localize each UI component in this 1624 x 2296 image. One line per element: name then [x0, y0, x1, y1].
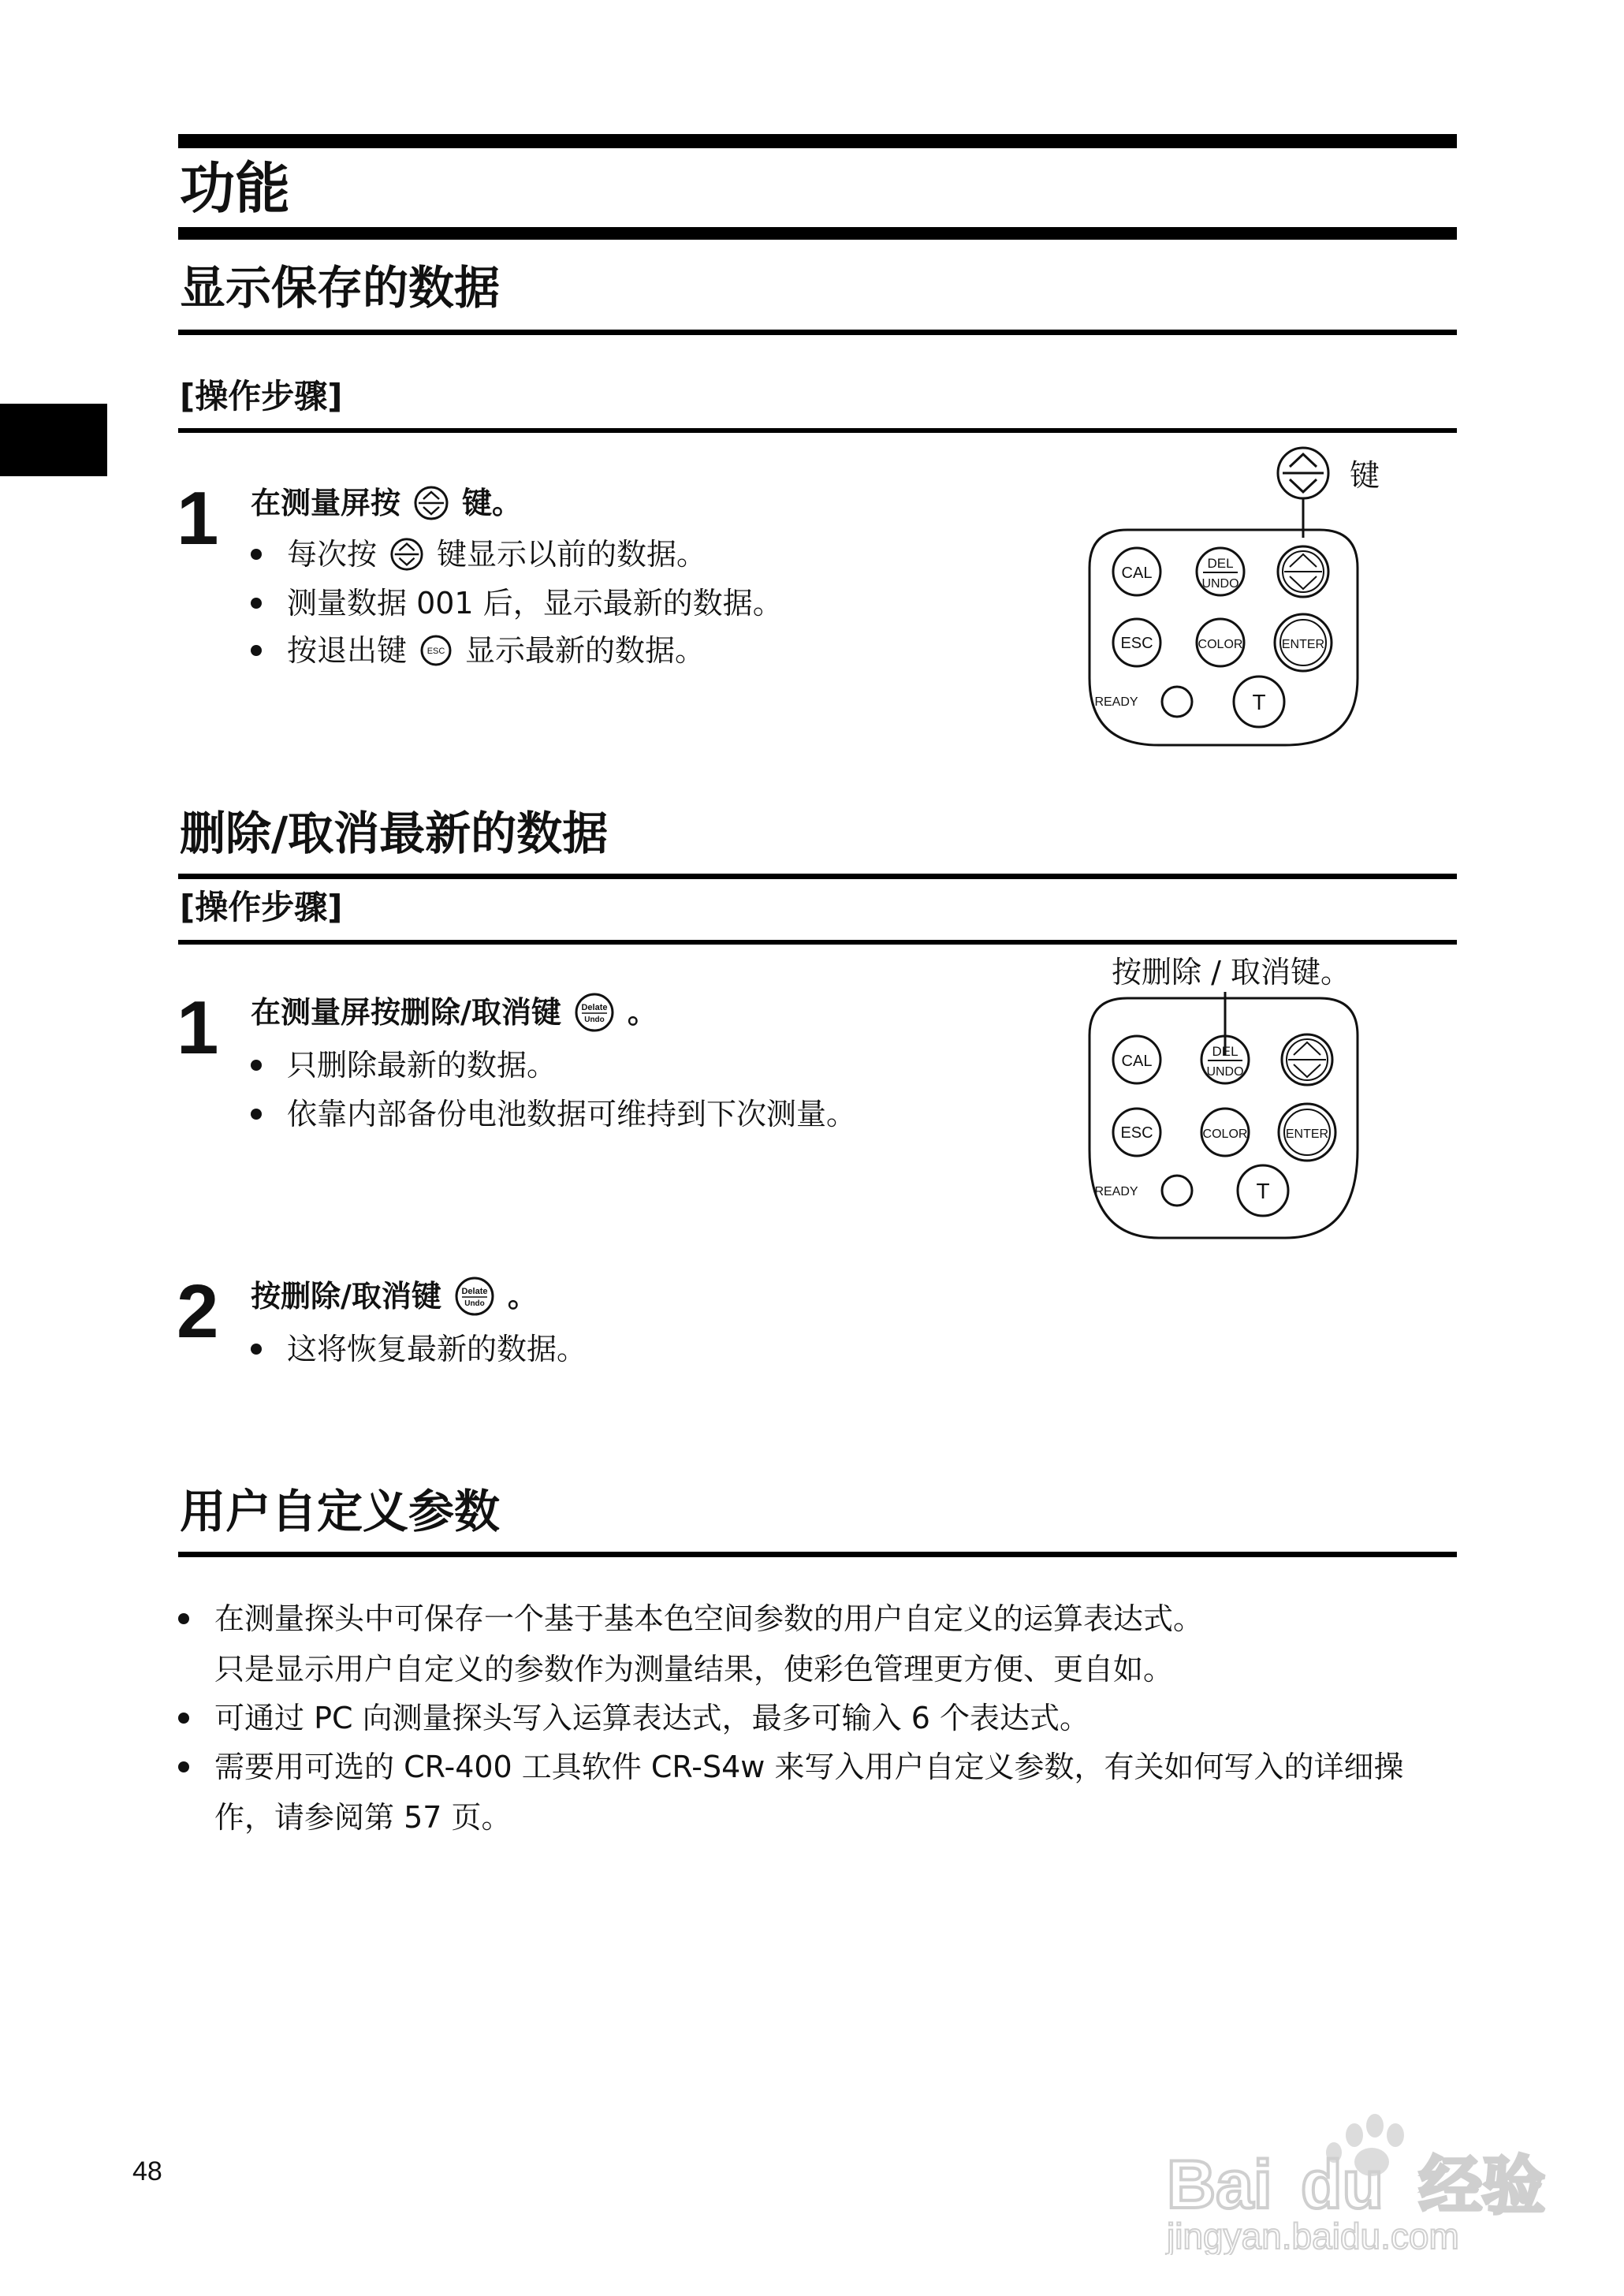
svg-text:Bai: Bai	[1167, 2147, 1272, 2223]
section2-step2-bullet-1	[251, 1331, 587, 1367]
ready-indicator	[1162, 1176, 1192, 1206]
section3-bullet-3	[178, 1749, 1403, 1785]
ready-label: READY	[1094, 1185, 1138, 1198]
del-key-label-bottom: UNDO	[1206, 1065, 1244, 1079]
esc-key-label: ESC	[1120, 635, 1153, 652]
del-key-label-top: DEL	[1212, 1044, 1238, 1059]
step-title-text: 在测量屏按删除/取消键	[251, 995, 561, 1030]
step-title-text: 在测量屏按	[251, 486, 401, 520]
section3-bullet-1-line2: 只是显示用户自定义的参数作为测量结果，使彩色管理更方便、更自如。	[214, 1652, 1174, 1687]
section2-subhead-rule	[178, 940, 1457, 945]
bullet-text: 这将恢复最新的数据。	[287, 1332, 587, 1366]
section1-step1-number: 1	[177, 476, 219, 561]
step-title-text: 按删除/取消键	[251, 1279, 441, 1314]
bullet-text: 按退出键	[287, 633, 408, 668]
section1-subhead-rule	[178, 428, 1457, 433]
bullet-text: 需要用可选的 CR-400 工具软件 CR-S4w 来写入用户自定义参数，有关如何写入的详细操	[214, 1750, 1404, 1784]
svg-text:du: du	[1301, 2147, 1384, 2223]
bullet-dot	[251, 1344, 262, 1355]
bullet-dot	[178, 1613, 189, 1624]
delete-undo-key-icon	[574, 992, 615, 1033]
bullet-text: 依靠内部备份电池数据可维持到下次测量。	[287, 1097, 857, 1131]
bullet-dot	[178, 1761, 189, 1772]
section3-bullet-3-line2: 作，请参阅第 57 页。	[214, 1800, 512, 1835]
enter-key-label: ENTER	[1281, 638, 1325, 651]
bullet-text: 显示最新的数据。	[465, 633, 706, 668]
bullet-dot	[251, 549, 262, 560]
bullet-text: 在测量探头中可保存一个基于基本色空间参数的用户自定义的运算表达式。	[214, 1601, 1204, 1636]
step-title-text: 。	[627, 995, 657, 1030]
section2-step1-bullet-2	[251, 1096, 856, 1132]
section2-step1-number: 1	[177, 986, 219, 1070]
up-down-key-icon	[389, 537, 424, 572]
chapter-tab-marker	[0, 404, 107, 476]
keypad-diagram-1	[1080, 442, 1364, 757]
section2-step2-title	[251, 1276, 538, 1317]
section3-rule	[178, 1552, 1457, 1557]
page-title: 功能	[180, 156, 290, 221]
step-title-text: 。	[507, 1279, 538, 1314]
baidu-logo-icon	[1159, 2097, 1585, 2255]
ready-indicator	[1162, 687, 1192, 717]
bullet-text: 可通过 PC 向测量探头写入运算表达式，最多可输入 6 个表达式。	[214, 1701, 1089, 1735]
ready-label: READY	[1094, 695, 1138, 709]
bullet-dot	[251, 1109, 262, 1120]
esc-key-icon	[419, 634, 453, 667]
top-rule	[178, 134, 1457, 148]
t-key-label: T	[1252, 690, 1266, 714]
section1-step1-title	[251, 484, 522, 522]
enter-key-label: ENTER	[1285, 1128, 1329, 1141]
section2-step2-number: 2	[177, 1269, 219, 1354]
bullet-dot	[251, 645, 262, 656]
bullet-text: 测量数据 001 后，显示最新的数据。	[287, 586, 783, 621]
section1-rule	[178, 330, 1457, 335]
delete-undo-key-icon	[454, 1276, 495, 1317]
section1-bullet-2	[251, 585, 783, 621]
keypad1-callout: 键	[1350, 458, 1380, 493]
bullet-text: 每次按	[287, 537, 378, 572]
cal-key-label: CAL	[1121, 1053, 1153, 1070]
delete-label: Delate	[581, 1003, 608, 1012]
section2-subhead: [操作步骤]	[180, 888, 343, 926]
bullet-text: 键显示以前的数据。	[437, 537, 707, 572]
esc-small-label: ESC	[426, 647, 445, 656]
svg-text:经验: 经验	[1419, 2149, 1545, 2223]
delete-label: Delate	[461, 1287, 488, 1296]
cal-key-label: CAL	[1121, 565, 1153, 582]
section3-bullet-2	[178, 1700, 1089, 1736]
color-key-label: COLOR	[1198, 638, 1243, 651]
color-key-label: COLOR	[1202, 1128, 1248, 1141]
keypad2-callout: 按删除 / 取消键。	[1112, 955, 1350, 990]
del-key-label-bottom: UNDO	[1201, 577, 1239, 591]
page-number: 48	[132, 2156, 162, 2186]
svg-text:jingyan.baidu.com: jingyan.baidu.com	[1167, 2216, 1459, 2255]
del-key-label-top: DEL	[1207, 556, 1234, 571]
section2-step1-title	[251, 992, 657, 1033]
bullet-dot	[251, 1060, 262, 1071]
title-rule	[178, 227, 1457, 240]
step-title-text: 键。	[462, 486, 523, 520]
bullet-dot	[178, 1713, 189, 1724]
keypad-diagram-2	[1080, 992, 1364, 1244]
undo-label: Undo	[464, 1299, 485, 1308]
section2-title: 删除/取消最新的数据	[180, 807, 609, 860]
baidu-jingyan-watermark	[1159, 2097, 1585, 2255]
esc-key-label: ESC	[1120, 1124, 1153, 1142]
section3-title: 用户自定义参数	[180, 1485, 501, 1538]
keypad-outline	[1089, 998, 1358, 1238]
section3-bullet-1	[178, 1601, 1203, 1637]
section2-rule	[178, 874, 1457, 879]
section1-title: 显示保存的数据	[180, 261, 501, 315]
section1-bullet-1	[251, 536, 706, 572]
undo-label: Undo	[584, 1016, 605, 1024]
section1-subhead: [操作步骤]	[180, 377, 343, 416]
section2-step1-bullet-1	[251, 1047, 557, 1083]
section1-bullet-3	[251, 632, 705, 669]
bullet-dot	[251, 598, 262, 609]
t-key-label: T	[1256, 1179, 1270, 1203]
up-down-key-icon	[413, 485, 449, 521]
bullet-text: 只删除最新的数据。	[287, 1048, 557, 1083]
